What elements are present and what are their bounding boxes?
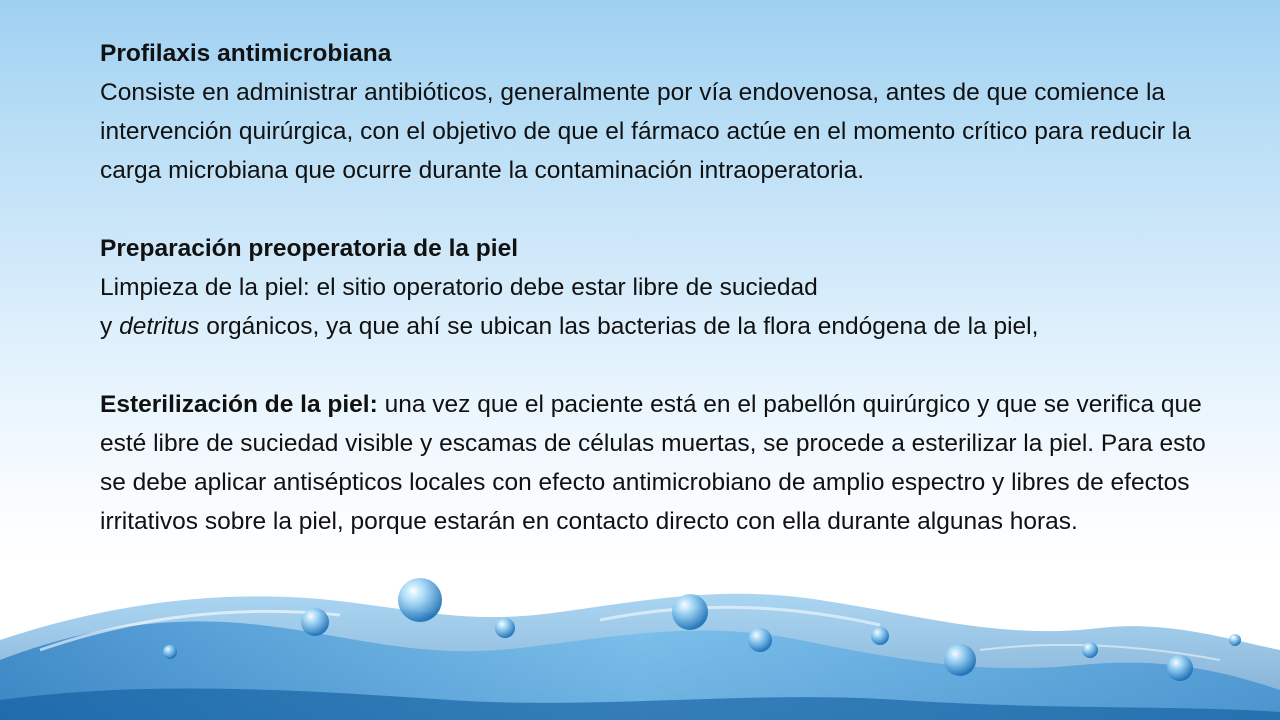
limpieza-rest: orgánicos, ya que ahí se ubican las bacterias de la flora endógena de la piel, <box>199 313 1039 340</box>
section-heading-profilaxis: Profilaxis antimicrobiana <box>100 40 392 67</box>
section-heading-esterilizacion: Esterilización de la piel: <box>100 391 378 418</box>
paragraph-spacer <box>100 346 1210 385</box>
section-body-profilaxis: Consiste en administrar antibióticos, generalmente por vía endovenosa, antes de que comience la intervención quirúrgica, con el objetivo de que el fármaco actúe en el momento crítico para reducir la carga microbiana que ocurre durante la contaminación intraoperatoria. <box>100 79 1191 184</box>
section-body-limpieza-line1: Limpieza de la piel: el sitio operatorio debe estar libre de suciedad <box>100 274 818 301</box>
section-esterilizacion <box>100 385 1210 541</box>
limpieza-prefix: y <box>100 313 120 340</box>
section-body-limpieza-line2 <box>100 307 1210 346</box>
slide-text-body <box>100 34 1210 541</box>
section-heading-preparacion: Preparación preoperatoria de la piel <box>100 235 519 262</box>
paragraph-spacer <box>100 190 1210 229</box>
detritus-italic-term: detritus <box>119 313 200 340</box>
section-body-esterilizacion: una vez que el paciente está en el pabellón quirúrgico y que se verifica que esté libre de suciedad visible y escamas de células muertas, se procede a esterilizar la piel. Para esto se debe aplicar antisépticos locales con efecto antimicrobiano de amplio espectro y libres de efectos irritativos sobre la piel, porque estarán en contacto directo con ella durante algunas horas. <box>100 391 1206 535</box>
